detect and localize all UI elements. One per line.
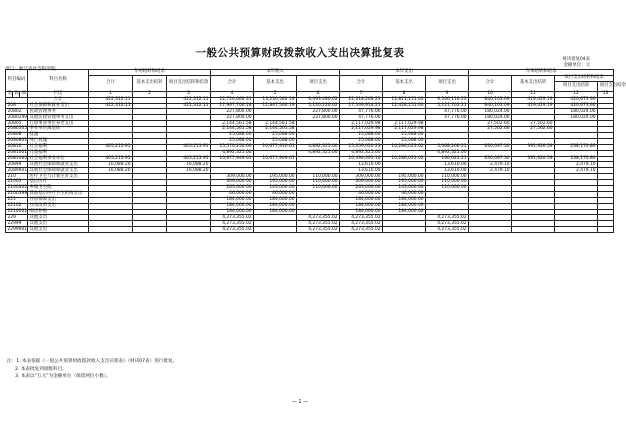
form-info: [562, 57, 590, 69]
department-line: 部门：浙江省社会科学院: [5, 67, 56, 72]
subject-code-cell: 208: [6, 103, 28, 109]
header-basic-end: 基本支出结转: [512, 75, 555, 91]
amount-cell: 10,494,095.10: [340, 156, 383, 162]
amount-cell: 2,479.10: [555, 168, 598, 174]
amount-cell: 2,479.10: [555, 162, 598, 168]
amount-cell: 17,967,700.18: [211, 103, 254, 109]
header-row-2: [6, 75, 614, 81]
amount-cell: 25,088.00: [211, 133, 254, 139]
amount-cell: 47,776.00: [340, 109, 383, 115]
amount-cell: 238,170.80: [555, 156, 598, 162]
amount-cell: 9,493,480.02: [297, 97, 340, 103]
amount-cell: 184,000.00: [254, 209, 297, 215]
amount-cell: 180,024.00: [555, 115, 598, 121]
amount-cell: 420,673.90: [555, 97, 598, 103]
amount-cell: 46,000.00: [340, 191, 383, 197]
amount-cell: 4,273,355.02: [426, 215, 469, 221]
subject-code-cell: 20810: [6, 144, 28, 150]
amount-cell: [512, 227, 555, 233]
amount-cell: 10,286,023.02: [383, 156, 426, 162]
col-no: 8: [383, 91, 426, 97]
amount-cell: 180,024.00: [469, 109, 512, 115]
amount-cell: 840,103.09: [469, 103, 512, 109]
note-2: 2. 本表批复到项级科目。: [15, 366, 67, 372]
header-basic-inc: 基本支出: [254, 75, 297, 91]
amount-cell: 420,673.90: [555, 103, 598, 109]
amount-cell: 4,273,355.02: [340, 215, 383, 221]
amount-cell: 4,273,355.02: [211, 215, 254, 221]
amount-cell: 16,088.20: [89, 162, 133, 168]
subject-code-cell: 20802: [6, 109, 28, 115]
amount-cell: 46,000.00: [254, 191, 297, 197]
subject-name-cell: 医疗卫生与计划生育支出: [28, 174, 89, 180]
col-no: 6: [297, 91, 340, 97]
header-project-surplus: 项目支出结余: [598, 81, 614, 91]
amount-cell: 405,213.91: [167, 156, 211, 162]
col-no: 13: [598, 91, 614, 97]
header-project-begin: 项目支出结转和结余: [167, 75, 211, 91]
amount-cell: 4,273,355.02: [297, 227, 340, 233]
amount-cell: 13,610.00: [340, 168, 383, 174]
amount-cell: 22,724,060.31: [211, 97, 254, 103]
header-total-4: 合计: [469, 75, 512, 91]
amount-cell: 16,088.20: [167, 168, 211, 174]
amount-cell: 5,120,120.02: [297, 103, 340, 109]
amount-cell: 422,312.11: [89, 103, 133, 109]
header-subject-code: 科目编码: [6, 70, 28, 92]
amount-cell: 184,000.00: [340, 209, 383, 215]
amount-cell: 2,479.10: [469, 168, 512, 174]
subject-name-cell: 其他社会保障和就业支出: [28, 162, 89, 168]
col-no: 5: [254, 91, 297, 97]
amount-cell: 110,000.00: [297, 174, 340, 180]
subject-name-cell: 乡镇卫生院: [28, 186, 89, 192]
amount-cell: [383, 227, 426, 233]
subject-name-cell: 住房改革支出: [28, 203, 89, 209]
amount-cell: 15,570,250.60: [211, 144, 254, 150]
amount-cell: 184,000.00: [340, 197, 383, 203]
amount-cell: 391,926.59: [512, 144, 555, 150]
col-no: 2: [133, 91, 167, 97]
subject-name-cell: 行政事业单位养老支出: [28, 121, 89, 127]
amount-cell: 16,088.20: [167, 162, 211, 168]
subject-name-cell: 抚恤: [28, 133, 89, 139]
amount-cell: 227,800.00: [211, 115, 254, 121]
amount-cell: 25,088.00: [254, 133, 297, 139]
header-spend-group: 本年支出: [340, 70, 469, 76]
header-total-1: 合计: [89, 75, 133, 91]
amount-cell: 195,000.00: [254, 174, 297, 180]
notes: [7, 358, 177, 381]
amount-cell: 2,117,029.98: [383, 127, 426, 133]
amount-cell: 13,610.00: [340, 162, 383, 168]
subject-name-cell: 其他支出: [28, 227, 89, 233]
amount-cell: 2,117,029.98: [340, 127, 383, 133]
amount-cell: 12,847,560.19: [254, 103, 297, 109]
header-project-spend: 项目支出: [426, 75, 469, 91]
subject-code-cell: 221: [6, 197, 28, 203]
subject-name-cell: 其他支出: [28, 221, 89, 227]
amount-cell: 4,273,355.02: [426, 227, 469, 233]
amount-cell: 2,479.10: [469, 162, 512, 168]
amount-cell: 143,000.00: [254, 186, 297, 192]
amount-cell: 47,776.00: [426, 115, 469, 121]
amount-cell: 184,000.00: [254, 197, 297, 203]
subject-name-cell: 社会福利: [28, 144, 89, 150]
note-3: 3. 本表以“万元”为金额单位（保留两位小数）。: [15, 374, 111, 380]
col-no: 3: [167, 91, 211, 97]
amount-cell: [254, 227, 297, 233]
amount-cell: 184,000.00: [254, 203, 297, 209]
amount-cell: 2,117,029.98: [340, 121, 383, 127]
subject-name-cell: 民政管理事务: [28, 109, 89, 115]
amount-cell: 184,000.00: [340, 203, 383, 209]
amount-cell: 4,273,355.02: [297, 221, 340, 227]
amount-cell: 12,811,151.00: [383, 97, 426, 103]
subject-code-cell: 2089901: [7, 167, 28, 173]
subject-name-cell: 基层医疗: [28, 180, 89, 186]
amount-cell: [133, 227, 167, 233]
amount-cell: 110,000.00: [426, 180, 469, 186]
amount-cell: 405,213.91: [167, 144, 211, 150]
subject-code-cell: 210: [6, 174, 28, 180]
amount-cell: 309,000.00: [340, 174, 383, 180]
subject-name-cell: 住房保障支出: [28, 197, 89, 203]
amount-cell: 4,892,325.00: [211, 150, 254, 156]
amount-cell: 46,000.00: [383, 191, 426, 197]
amount-cell: 419,429.19: [512, 97, 555, 103]
amount-cell: 15,359,020.23: [340, 144, 383, 150]
header-total-2: 合计: [211, 75, 254, 91]
amount-cell: 46,000.00: [211, 191, 254, 197]
subject-code-cell: 229: [6, 215, 28, 221]
amount-cell: 13,610.00: [426, 162, 469, 168]
table-row: [6, 227, 614, 233]
subject-name-cell: 社会福利事业单位: [28, 156, 89, 162]
amount-cell: 184,000.00: [211, 209, 254, 215]
amount-cell: 12,428,151.00: [383, 103, 426, 109]
amount-cell: 25,088.00: [383, 138, 426, 144]
header-project-end-group: 项目支出结转和结余: [555, 75, 614, 81]
subject-code-cell: 2100399: [7, 191, 28, 197]
subject-code-cell: 2299901: [7, 226, 28, 232]
subject-code-cell: 2100302: [7, 185, 28, 191]
table-body: [6, 97, 614, 232]
amount-cell: 309,000.00: [211, 180, 254, 186]
subject-code-cell: 21003: [6, 180, 28, 186]
amount-cell: 227,800.00: [297, 115, 340, 121]
amount-cell: [555, 227, 598, 233]
amount-cell: 2,117,029.98: [383, 121, 426, 127]
amount-cell: 2,144,561.58: [254, 121, 297, 127]
amount-cell: [469, 227, 512, 233]
subject-name-cell: 死亡抚恤: [28, 138, 89, 144]
amount-cell: 4,273,355.02: [340, 221, 383, 227]
subject-name-cell: 合计: [28, 97, 89, 103]
amount-cell: 4,273,355.02: [426, 221, 469, 227]
subject-name-cell: 社会保障和就业支出: [28, 103, 89, 109]
amount-cell: 184,000.00: [383, 197, 426, 203]
col-no: 9: [426, 91, 469, 97]
amount-cell: 422,312.11: [167, 103, 211, 109]
subject-name-cell: 购房补贴: [28, 209, 89, 215]
subject-name-cell: 儿童福利: [28, 150, 89, 156]
subject-name-cell: 其他民政管理事务支出: [28, 115, 89, 121]
col-no: 11: [512, 91, 555, 97]
amount-cell: 16,088.20: [89, 168, 133, 174]
subject-code-cell: 2210201: [7, 208, 28, 214]
header-begin-group: 年初结转和结余: [89, 70, 211, 76]
amount-cell: 263,000.00: [340, 186, 383, 192]
subject-code-cell: 20808: [6, 133, 28, 139]
amount-cell: 4,273,355.02: [211, 221, 254, 227]
amount-cell: 630,097.30: [469, 144, 512, 150]
amount-cell: [167, 227, 211, 233]
amount-cell: 227,800.00: [211, 109, 254, 115]
header-total-3: 合计: [340, 75, 383, 91]
amount-cell: 4,273,355.02: [297, 215, 340, 221]
subject-code-cell: 2081001: [7, 150, 28, 156]
amount-cell: 840,103.09: [469, 97, 512, 103]
amount-cell: 47,776.00: [426, 109, 469, 115]
amount-cell: 309,000.00: [211, 174, 254, 180]
amount-cell: 9,506,116.23: [426, 97, 469, 103]
amount-cell: 110,000.00: [426, 174, 469, 180]
amount-cell: 2,144,561.58: [211, 127, 254, 133]
amount-cell: [89, 227, 133, 233]
header-project-inc: 项目支出: [297, 75, 340, 91]
header-kuan: 款: [14, 91, 19, 97]
amount-cell: 13,610.00: [426, 168, 469, 174]
amount-cell: 47,776.00: [340, 115, 383, 121]
amount-cell: 195,000.00: [383, 180, 426, 186]
amount-cell: 238,170.80: [555, 144, 598, 150]
subject-code-cell: 20899: [6, 162, 28, 168]
amount-cell: 4,892,325.00: [426, 150, 469, 156]
col-no: 7: [340, 91, 383, 97]
amount-cell: 422,312.11: [89, 97, 133, 103]
page-title: 一般公共预算财政拨款收入支出决算批复表: [195, 47, 405, 59]
amount-unit: 金额单位：元: [563, 63, 590, 68]
amount-cell: 405,213.91: [89, 156, 133, 162]
amount-cell: 4,892,325.00: [297, 144, 340, 150]
amount-cell: 25,088.00: [340, 138, 383, 144]
header-basic-carry-1: 基本支出结转: [133, 75, 167, 91]
col-no: 12: [555, 91, 598, 97]
report-table: [5, 69, 626, 233]
amount-cell: 2,144,561.58: [254, 127, 297, 133]
header-project-carry: 项目支出结转: [555, 81, 598, 91]
subject-name-cell: 其他社会保障和就业支出: [28, 168, 89, 174]
amount-cell: 4,892,325.00: [340, 150, 383, 156]
col-no: 1: [89, 91, 133, 97]
header-xiang: 项: [21, 91, 26, 97]
subject-name-cell: 事业单位离退休: [28, 127, 89, 133]
subject-code-cell: 2080801: [7, 138, 28, 144]
amount-cell: 227,800.00: [297, 109, 340, 115]
amount-cell: 4,273,355.02: [340, 227, 383, 233]
page-number: — 1 —: [291, 399, 309, 405]
amount-cell: 5,121,763.21: [426, 103, 469, 109]
amount-cell: 27,502.60: [469, 127, 512, 133]
header-basic-spend: 基本支出: [383, 75, 426, 91]
amount-cell: 180,024.00: [469, 115, 512, 121]
amount-cell: 422,312.11: [167, 97, 211, 103]
amount-cell: 27,502.60: [512, 121, 555, 127]
amount-cell: 5,068,266.21: [426, 144, 469, 150]
amount-cell: 391,926.59: [512, 156, 555, 162]
amount-cell: 110,000.00: [426, 186, 469, 192]
amount-cell: 13,230,580.19: [254, 97, 297, 103]
amount-cell: 4,892,325.00: [297, 150, 340, 156]
amount-cell: 263,000.00: [211, 186, 254, 192]
subject-code-cell: 2080299: [7, 114, 28, 120]
amount-cell: 405,213.91: [89, 144, 133, 150]
amount-cell: 25,088.00: [254, 138, 297, 144]
amount-cell: 25,088.00: [383, 133, 426, 139]
form-number: 财决批复04表: [562, 57, 590, 62]
header-lei: 类: [7, 91, 12, 97]
amount-cell: [598, 227, 614, 233]
amount-cell: 4,273,355.02: [211, 227, 254, 233]
subject-code-cell: 22102: [6, 203, 28, 209]
subject-code-cell: 2080505: [7, 126, 28, 132]
amount-cell: 195,000.00: [254, 180, 297, 186]
amount-cell: 180,024.00: [555, 109, 598, 115]
amount-cell: 110,000.00: [297, 180, 340, 186]
header-income-group: 本年收入: [211, 70, 340, 76]
amount-cell: 195,000.00: [383, 174, 426, 180]
amount-cell: 25,088.00: [340, 133, 383, 139]
amount-cell: 10,677,910.61: [254, 144, 297, 150]
amount-cell: 184,000.00: [383, 209, 426, 215]
amount-cell: 10,677,949.61: [254, 156, 297, 162]
col-no: 4: [211, 91, 254, 97]
subject-code-cell: 2081005: [7, 155, 28, 161]
amount-cell: 110,000.00: [297, 186, 340, 192]
amount-cell: 10,677,949.61: [211, 156, 254, 162]
amount-cell: 25,088.00: [211, 138, 254, 144]
amount-cell: 184,000.00: [211, 197, 254, 203]
amount-cell: 10,286,023.02: [383, 144, 426, 150]
amount-cell: 184,000.00: [383, 203, 426, 209]
subject-code-cell: 20805: [6, 121, 28, 127]
amount-cell: 143,000.00: [383, 186, 426, 192]
amount-cell: 27,502.60: [469, 121, 512, 127]
note-1: 注：1. 本表依据《一般公共预算财政拨款收入支出决算表》（财决07表）进行批复。: [7, 359, 178, 364]
amount-cell: 17,549,914.21: [340, 103, 383, 109]
amount-cell: 309,000.00: [340, 180, 383, 186]
header-row-no: 栏次: [28, 91, 89, 97]
amount-cell: 419,429.19: [512, 103, 555, 109]
subject-name-cell: 其他支出: [28, 215, 89, 221]
header-subject-name: 科目名称: [28, 70, 89, 92]
amount-cell: 166,041.21: [426, 156, 469, 162]
amount-cell: 184,000.00: [211, 203, 254, 209]
col-no: 10: [469, 91, 512, 97]
subject-name-cell: 其他基层医疗卫生机构支出: [28, 191, 89, 197]
amount-cell: 630,097.30: [469, 156, 512, 162]
subject-code-cell: 22999: [6, 221, 28, 227]
amount-cell: 27,502.60: [512, 127, 555, 133]
header-end-group: 年末结转和结余: [469, 70, 614, 76]
amount-cell: 2,144,561.58: [211, 121, 254, 127]
amount-cell: 22,318,269.23: [340, 97, 383, 103]
